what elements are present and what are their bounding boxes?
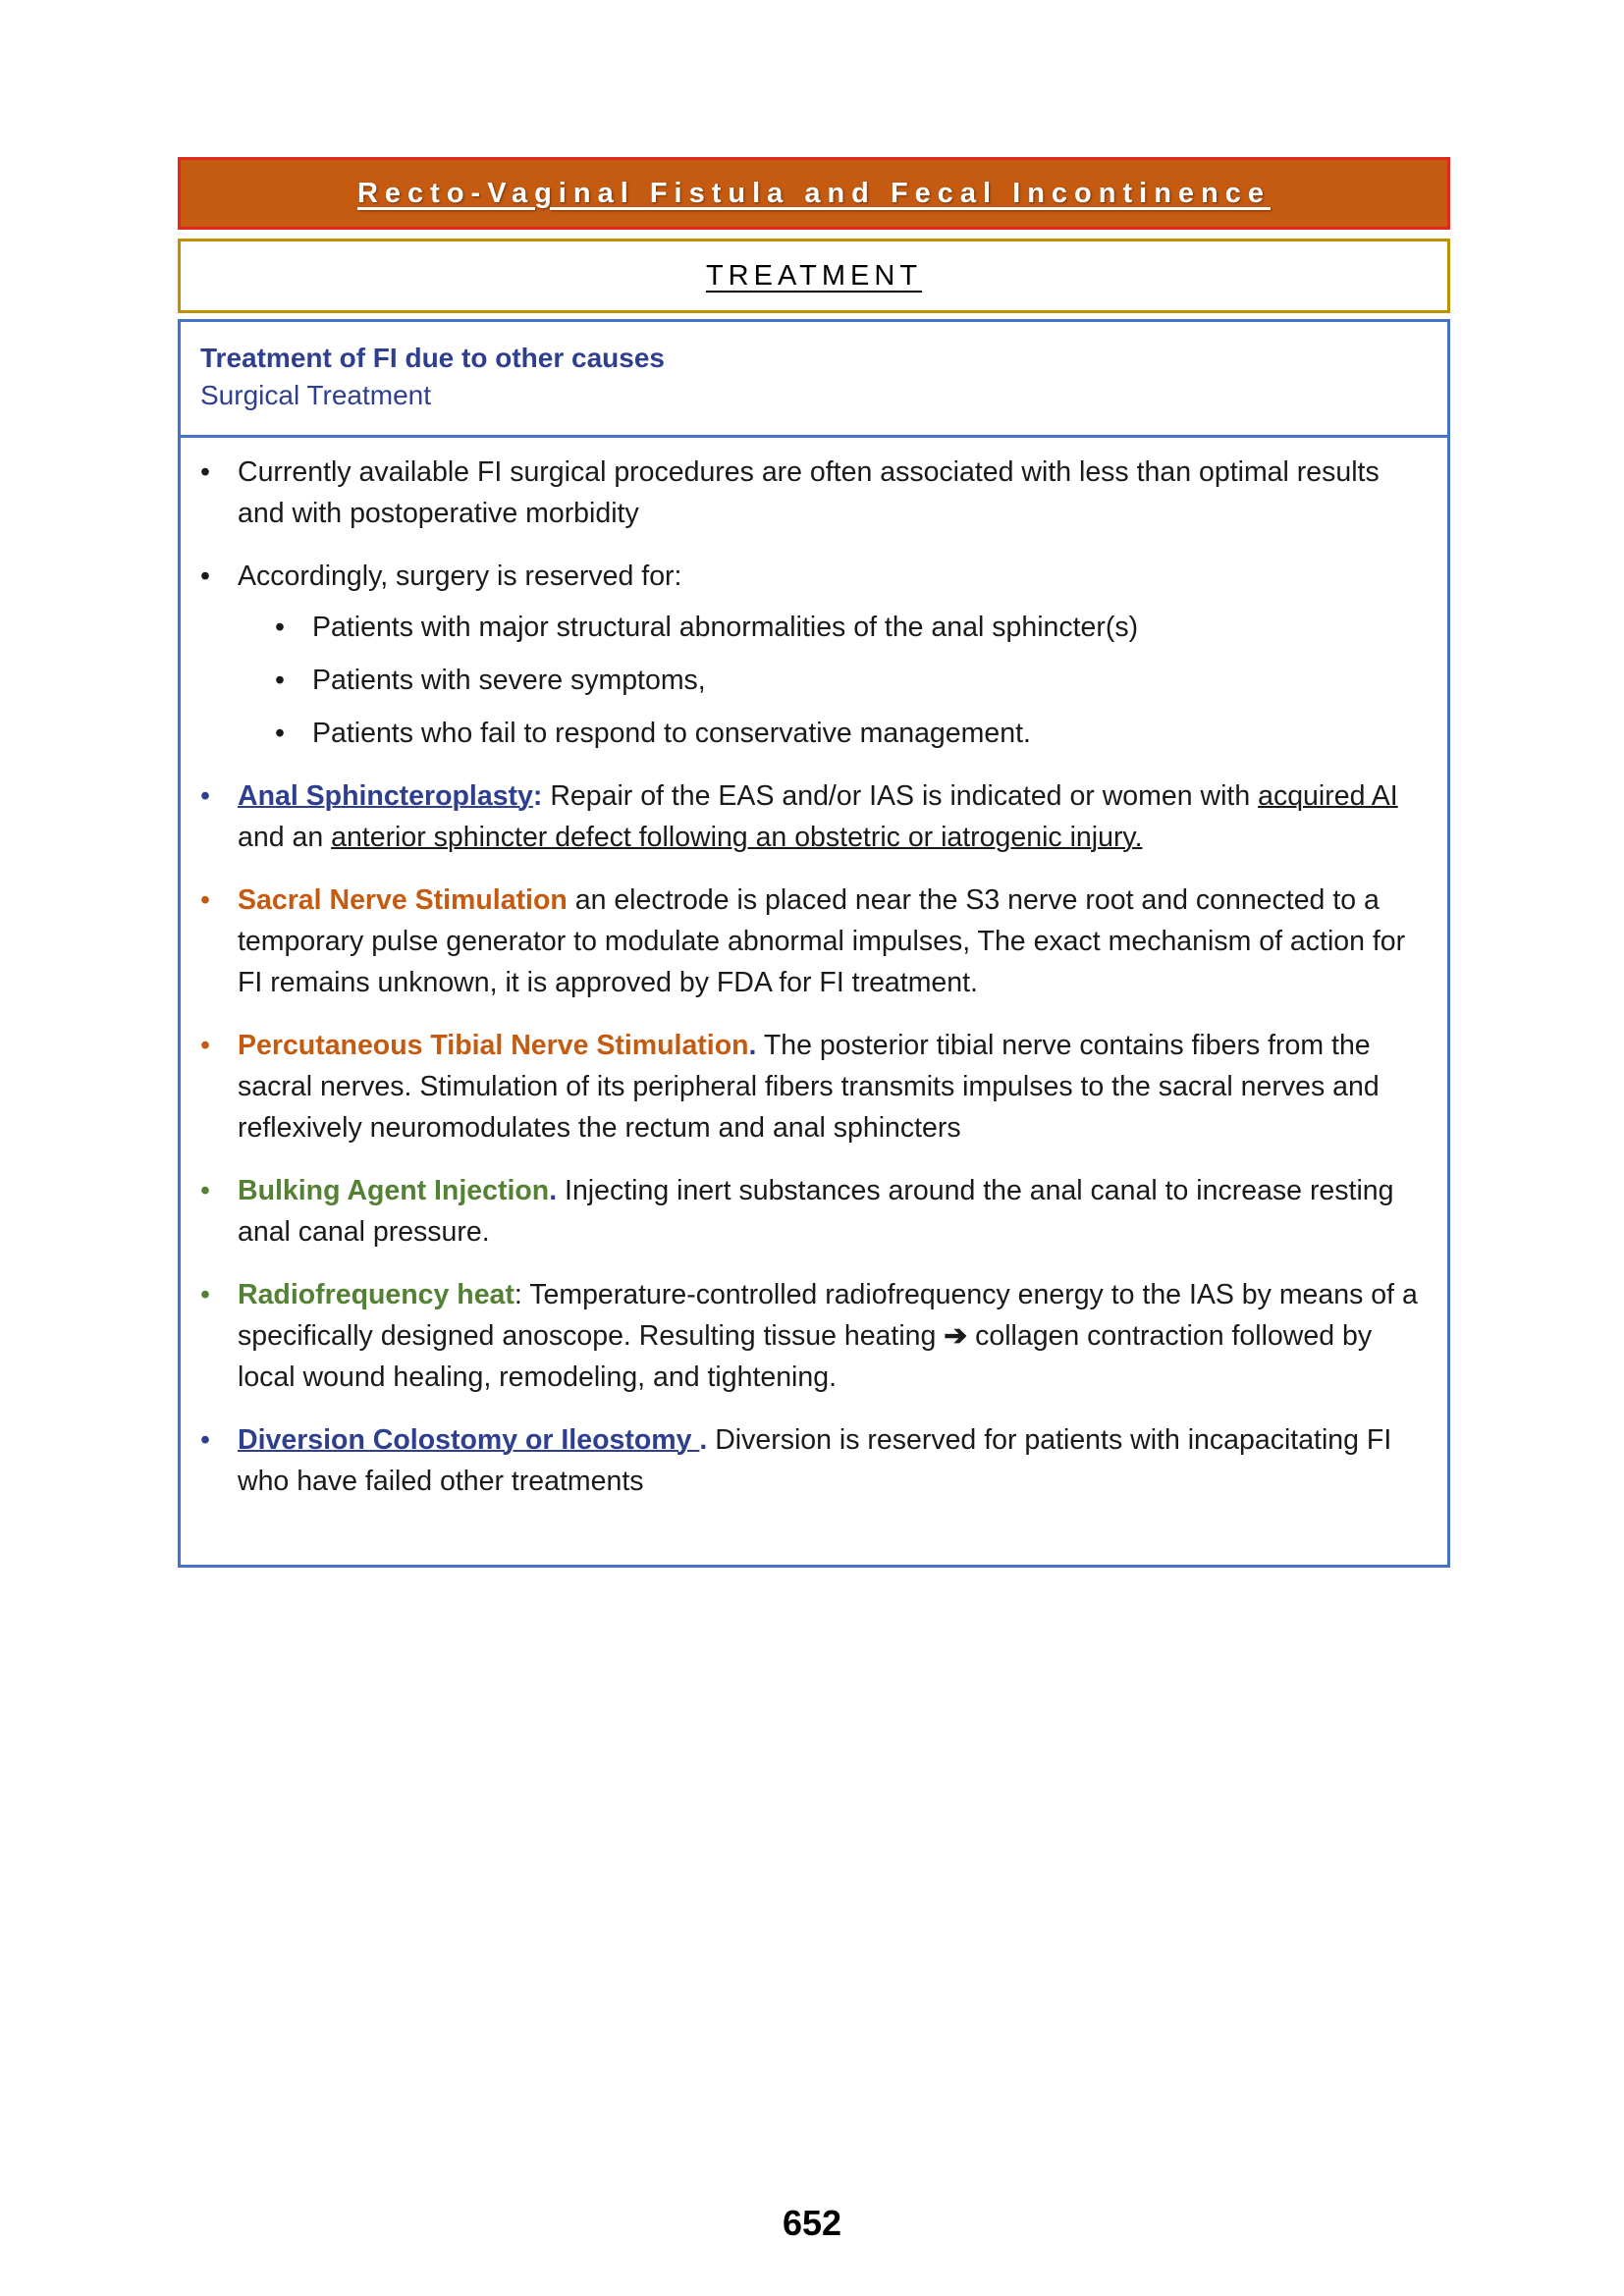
section-banner (178, 239, 1450, 313)
term-punct: . (748, 1030, 757, 1061)
section-title: TREATMENT (705, 259, 923, 292)
term-link-anal-sphincteroplasty[interactable]: Anal Sphincteroplasty (238, 780, 533, 812)
page-number: 652 (782, 2203, 842, 2243)
bullet-text: an electrode is placed near the S3 nerve root and connected to a temporary pulse generator to modulate abnormal impulses, The exact mechanism of action for FI remains unknown, it is approved by FDA for FI treatment. (238, 884, 1406, 998)
bullet-item-percutaneous-tibial-nerve-stimulation (200, 1025, 1430, 1148)
content-subheading: Surgical Treatment (200, 380, 431, 410)
term-sacral-nerve-stimulation: Sacral Nerve Stimulation (238, 884, 568, 916)
underlined-text: acquired AI (1258, 780, 1398, 812)
term-punct: : (532, 780, 543, 812)
right-arrow-icon: ➔ (944, 1320, 968, 1352)
sub-bullet-item: • Patients with major structural abnormalities of the anal sphincter(s) (275, 607, 1430, 648)
bullet-text: : Temperature-controlled radiofrequency energy to the IAS by means of a specifically designed anoscope. Resulting tissue heating (238, 1279, 1418, 1352)
bullet-text: Accordingly, surgery is reserved for: (238, 561, 682, 592)
bullet-text: The posterior tibial nerve contains fibers from the sacral nerves. Stimulation of its peripheral fibers transmits impulses to the sacral nerves and reflexively neuromodulates the rectum and anal sphincters (238, 1030, 1380, 1144)
document-title: Recto-Vaginal Fistula and Fecal Incontinence (356, 177, 1272, 209)
term-radiofrequency-heat: Radiofrequency heat (238, 1279, 514, 1310)
bullet-list (181, 438, 1447, 1502)
term-percutaneous-tibial-nerve-stimulation: Percutaneous Tibial Nerve Stimulation (238, 1030, 749, 1061)
sub-bullet-item: • Patients with severe symptoms, (275, 660, 1430, 701)
term-punct: . (699, 1424, 708, 1456)
bullet-text: and an (238, 822, 332, 853)
term-punct: . (549, 1175, 558, 1206)
sub-bullet-list (238, 607, 1430, 754)
bullet-text: Diversion is reserved for patients with incapacitating FI who have failed other treatments (238, 1424, 1392, 1497)
bullet-text: Currently available FI surgical procedures are often associated with less than optimal results and with postoperative morbidity (238, 456, 1380, 529)
bullet-item-bulking-agent-injection (200, 1170, 1430, 1253)
bullet-item-diversion-colostomy (200, 1419, 1430, 1502)
document-title-banner (178, 157, 1450, 230)
bullet-text: collagen contraction followed by local wound healing, remodeling, and tightening. (238, 1320, 1373, 1393)
content-header (181, 322, 1447, 438)
content-heading: Treatment of FI due to other causes (200, 343, 665, 373)
term-link-diversion-colostomy[interactable]: Diversion Colostomy or Ileostomy (238, 1424, 700, 1456)
bullet-item-anal-sphincteroplasty (200, 775, 1430, 858)
underlined-text: anterior sphincter defect following an obstetric or iatrogenic injury. (331, 822, 1143, 853)
term-bulking-agent-injection: Bulking Agent Injection (238, 1175, 550, 1206)
bullet-item (200, 452, 1430, 534)
content-box (178, 319, 1450, 1568)
bullet-item-radiofrequency-heat (200, 1274, 1430, 1398)
sub-bullet-item: • Patients who fail to respond to conservative management. (275, 713, 1430, 754)
bullet-text: Repair of the EAS and/or IAS is indicated or women with (542, 780, 1259, 812)
bullet-item (200, 556, 1430, 754)
bullet-text: Injecting inert substances around the anal canal to increase resting anal canal pressure. (238, 1175, 1394, 1248)
bullet-item-sacral-nerve-stimulation (200, 880, 1430, 1003)
